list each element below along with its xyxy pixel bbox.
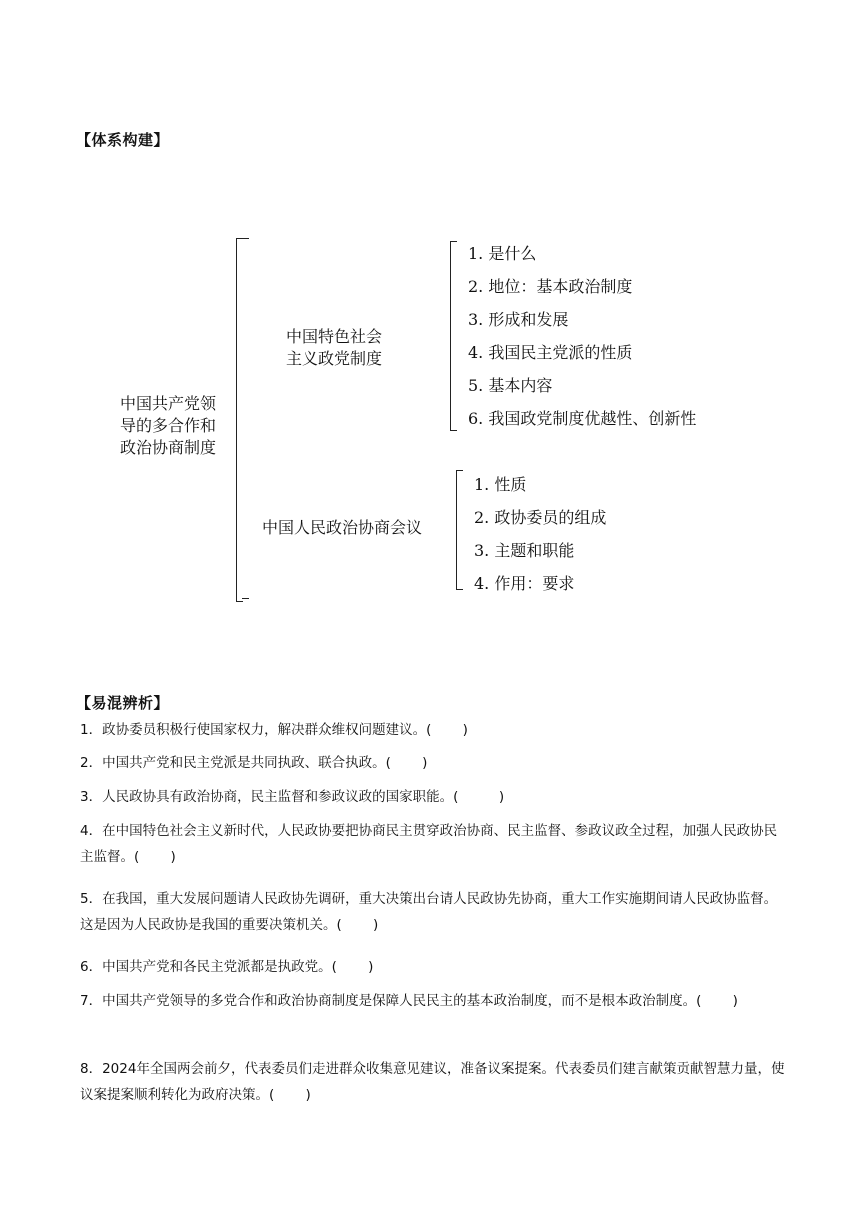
section-title-confusion-analysis: 【易混辨析】	[76, 694, 170, 712]
branch-party-system	[286, 326, 382, 370]
branch2-bracket	[456, 470, 463, 590]
branch1-item: 5. 基本内容	[468, 376, 553, 395]
branch-line: 中国特色社会	[286, 327, 383, 346]
branch1-item: 4. 我国民主党派的性质	[468, 343, 633, 362]
branch2-item: 2. 政协委员的组成	[474, 508, 607, 527]
branch-cppcc: 中国人民政治协商会议	[262, 518, 423, 537]
branch1-bracket	[450, 241, 457, 431]
bracket-tick	[242, 238, 249, 239]
question-item: 5．在我国，重大发展问题请人民政协先调研，重大决策出台请人民政协先协商，重大工作实施期间请人民政协监督。这是因为人民政协是我国的重要决策机关。( )	[80, 891, 778, 933]
bracket-tick	[242, 598, 249, 599]
root-bracket	[236, 238, 243, 602]
root-line: 导的多合作和	[120, 416, 217, 435]
question-item: 2．中国共产党和民主党派是共同执政、联合执政。( )	[80, 755, 428, 771]
question-item: 8．2024年全国两会前夕，代表委员们走进群众收集意见建议，准备议案提案。代表委员们建言献策贡献智慧力量，使议案提案顺利转化为政府决策。( )	[80, 1061, 785, 1103]
branch1-item: 6. 我国政党制度优越性、创新性	[468, 409, 697, 428]
branch2-item: 1. 性质	[474, 475, 527, 494]
question-item: 6．中国共产党和各民主党派都是执政党。( )	[80, 959, 374, 975]
root-line: 中国共产党领	[120, 394, 217, 413]
root-node	[120, 393, 216, 459]
question-item: 3．人民政协具有政治协商，民主监督和参政议政的国家职能。( )	[80, 789, 505, 805]
branch1-item: 2. 地位：基本政治制度	[468, 277, 633, 296]
branch-line: 主义政党制度	[286, 349, 383, 368]
branch1-item: 1. 是什么	[468, 244, 537, 263]
question-item: 1．政协委员积极行使国家权力，解决群众维权问题建议。( )	[80, 722, 468, 738]
branch2-item: 4. 作用：要求	[474, 574, 575, 593]
branch1-item: 3. 形成和发展	[468, 310, 569, 329]
section-title-system-build: 【体系构建】	[76, 131, 170, 149]
question-item: 4．在中国特色社会主义新时代，人民政协要把协商民主贯穿政治协商、民主监督、参政议政全过程，加强人民政协民主监督。( )	[80, 823, 778, 865]
question-item: 7．中国共产党领导的多党合作和政治协商制度是保障人民民主的基本政治制度，而不是根本政治制度。( )	[80, 993, 738, 1009]
root-line: 政治协商制度	[120, 438, 217, 457]
branch2-item: 3. 主题和职能	[474, 541, 575, 560]
